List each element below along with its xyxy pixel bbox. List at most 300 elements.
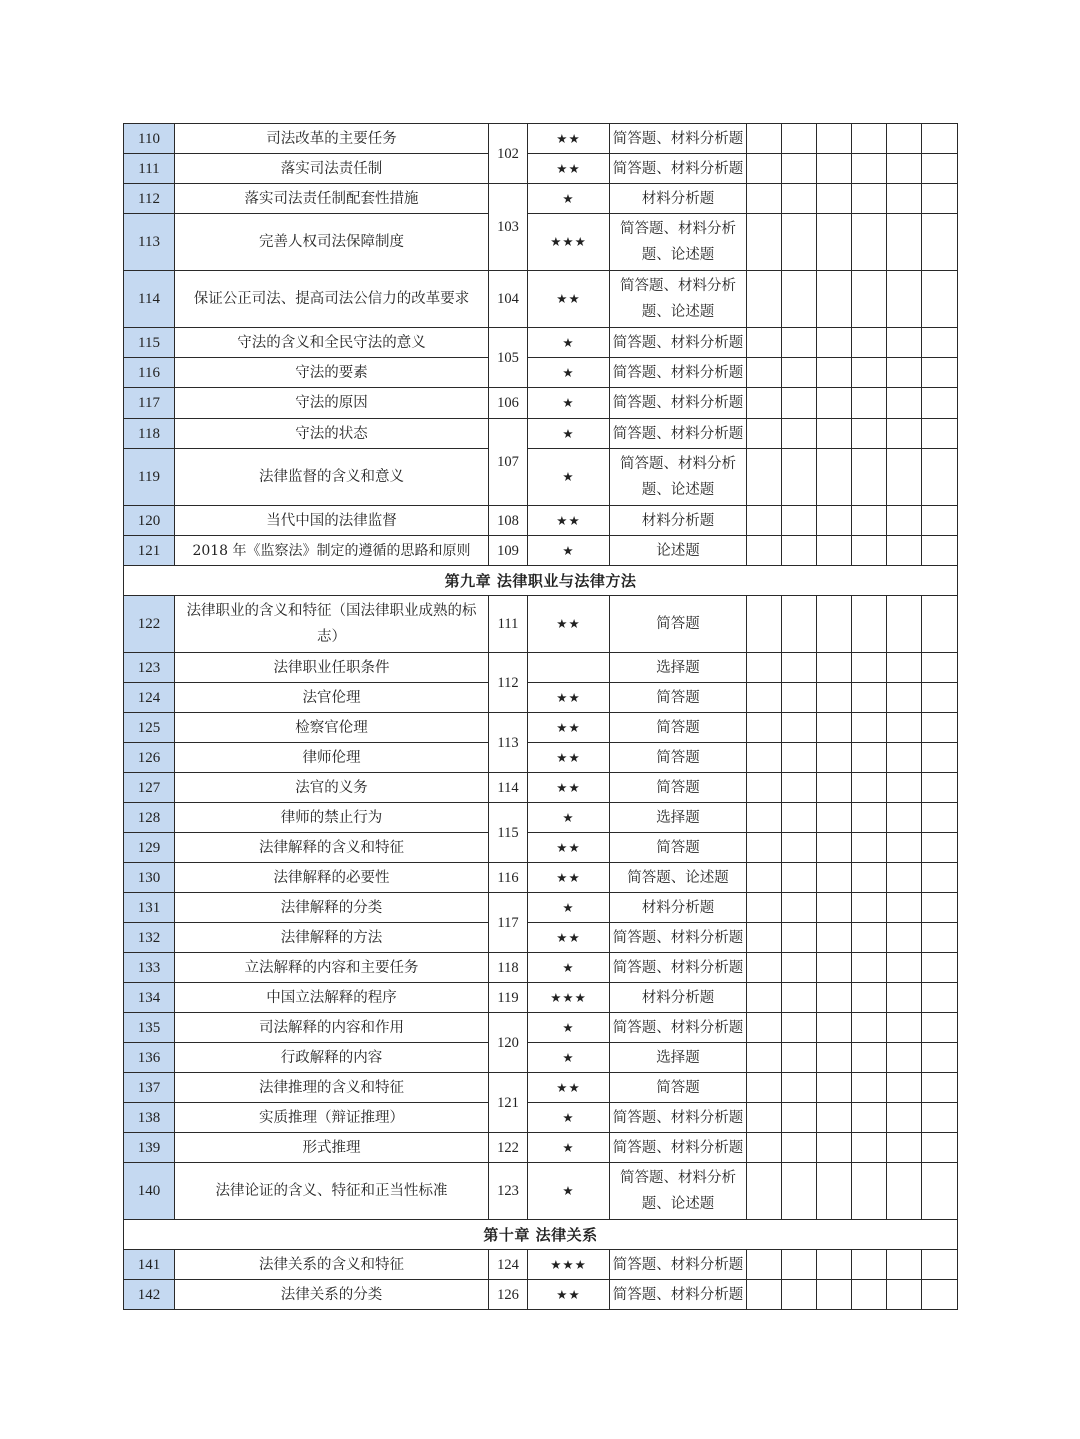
blank-cell	[922, 713, 958, 743]
question-type-cell: 选择题	[610, 653, 747, 683]
blank-cell	[817, 1163, 852, 1220]
page-cell: 113	[489, 713, 528, 773]
topic-cell: 实质推理（辩证推理）	[175, 1103, 489, 1133]
importance-stars: ★★	[528, 923, 610, 953]
topic-cell: 行政解释的内容	[175, 1043, 489, 1073]
blank-cell	[817, 683, 852, 713]
blank-cell	[887, 923, 922, 953]
table-row	[124, 388, 958, 419]
blank-cell	[887, 983, 922, 1013]
blank-cell	[817, 653, 852, 683]
blank-cell	[747, 388, 782, 419]
importance-stars	[528, 653, 610, 683]
chapter-heading-row	[124, 566, 958, 596]
blank-cell	[782, 214, 817, 271]
table-row	[124, 1043, 958, 1073]
question-type-cell: 简答题、材料分析题	[610, 953, 747, 983]
question-type-cell: 简答题、材料分析题、论述题	[610, 271, 747, 328]
topic-cell: 完善人权司法保障制度	[175, 214, 489, 271]
blank-cell	[852, 358, 887, 388]
page-cell: 117	[489, 893, 528, 953]
importance-stars: ★★	[528, 743, 610, 773]
question-type-cell: 简答题、材料分析题	[610, 328, 747, 358]
blank-cell	[782, 863, 817, 893]
blank-cell	[887, 1280, 922, 1310]
blank-cell	[852, 271, 887, 328]
blank-cell	[817, 506, 852, 536]
syllabus-table-container	[123, 123, 957, 1310]
importance-stars: ★	[528, 419, 610, 449]
blank-cell	[922, 1133, 958, 1163]
blank-cell	[747, 328, 782, 358]
page-cell: 106	[489, 388, 528, 419]
row-number: 126	[124, 743, 175, 773]
page-cell: 107	[489, 419, 528, 506]
blank-cell	[782, 683, 817, 713]
blank-cell	[817, 863, 852, 893]
question-type-cell: 简答题、材料分析题	[610, 1133, 747, 1163]
question-type-cell: 材料分析题	[610, 184, 747, 214]
topic-cell: 法律推理的含义和特征	[175, 1073, 489, 1103]
topic-cell: 法律关系的分类	[175, 1280, 489, 1310]
table-row	[124, 653, 958, 683]
topic-cell: 2018 年《监察法》制定的遵循的思路和原则	[175, 536, 489, 566]
blank-cell	[887, 1133, 922, 1163]
blank-cell	[887, 124, 922, 154]
blank-cell	[747, 419, 782, 449]
blank-cell	[747, 833, 782, 863]
table-row	[124, 863, 958, 893]
table-row	[124, 1013, 958, 1043]
blank-cell	[887, 1043, 922, 1073]
blank-cell	[922, 271, 958, 328]
importance-stars: ★★★	[528, 214, 610, 271]
blank-cell	[887, 184, 922, 214]
blank-cell	[922, 214, 958, 271]
chapter-heading: 第十章 法律关系	[124, 1220, 958, 1250]
blank-cell	[817, 419, 852, 449]
blank-cell	[747, 1013, 782, 1043]
row-number: 132	[124, 923, 175, 953]
blank-cell	[887, 449, 922, 506]
blank-cell	[782, 893, 817, 923]
table-row	[124, 1103, 958, 1133]
blank-cell	[922, 773, 958, 803]
blank-cell	[817, 214, 852, 271]
table-row	[124, 803, 958, 833]
blank-cell	[922, 388, 958, 419]
question-type-cell: 简答题、材料分析题	[610, 154, 747, 184]
row-number: 129	[124, 833, 175, 863]
blank-cell	[887, 653, 922, 683]
blank-cell	[887, 419, 922, 449]
question-type-cell: 简答题、材料分析题	[610, 1013, 747, 1043]
row-number: 142	[124, 1280, 175, 1310]
table-row	[124, 773, 958, 803]
question-type-cell: 材料分析题	[610, 893, 747, 923]
row-number: 128	[124, 803, 175, 833]
topic-cell: 律师的禁止行为	[175, 803, 489, 833]
table-row	[124, 596, 958, 653]
table-row	[124, 419, 958, 449]
blank-cell	[887, 214, 922, 271]
table-row	[124, 124, 958, 154]
blank-cell	[817, 713, 852, 743]
page-cell: 111	[489, 596, 528, 653]
question-type-cell: 材料分析题	[610, 506, 747, 536]
question-type-cell: 材料分析题	[610, 983, 747, 1013]
blank-cell	[747, 536, 782, 566]
blank-cell	[747, 214, 782, 271]
blank-cell	[782, 536, 817, 566]
blank-cell	[922, 596, 958, 653]
blank-cell	[852, 923, 887, 953]
blank-cell	[817, 743, 852, 773]
topic-cell: 司法解释的内容和作用	[175, 1013, 489, 1043]
blank-cell	[852, 449, 887, 506]
blank-cell	[887, 506, 922, 536]
row-number: 131	[124, 893, 175, 923]
table-row	[124, 214, 958, 271]
blank-cell	[747, 893, 782, 923]
question-type-cell: 简答题、材料分析题	[610, 124, 747, 154]
blank-cell	[782, 506, 817, 536]
importance-stars: ★★	[528, 713, 610, 743]
blank-cell	[782, 713, 817, 743]
importance-stars: ★	[528, 1133, 610, 1163]
blank-cell	[922, 506, 958, 536]
row-number: 133	[124, 953, 175, 983]
importance-stars: ★★	[528, 683, 610, 713]
importance-stars: ★	[528, 358, 610, 388]
blank-cell	[887, 953, 922, 983]
blank-cell	[922, 953, 958, 983]
blank-cell	[782, 743, 817, 773]
importance-stars: ★★	[528, 154, 610, 184]
row-number: 137	[124, 1073, 175, 1103]
blank-cell	[852, 388, 887, 419]
question-type-cell: 选择题	[610, 803, 747, 833]
importance-stars: ★	[528, 184, 610, 214]
table-row	[124, 953, 958, 983]
blank-cell	[922, 1073, 958, 1103]
blank-cell	[887, 388, 922, 419]
blank-cell	[782, 358, 817, 388]
blank-cell	[852, 124, 887, 154]
blank-cell	[747, 1280, 782, 1310]
question-type-cell: 简答题、材料分析题	[610, 1103, 747, 1133]
blank-cell	[922, 419, 958, 449]
table-row	[124, 1250, 958, 1280]
blank-cell	[922, 683, 958, 713]
topic-cell: 守法的原因	[175, 388, 489, 419]
blank-cell	[817, 953, 852, 983]
question-type-cell: 简答题	[610, 773, 747, 803]
blank-cell	[817, 154, 852, 184]
blank-cell	[852, 683, 887, 713]
table-row	[124, 983, 958, 1013]
blank-cell	[817, 358, 852, 388]
row-number: 130	[124, 863, 175, 893]
question-type-cell: 简答题、论述题	[610, 863, 747, 893]
blank-cell	[747, 713, 782, 743]
blank-cell	[887, 1163, 922, 1220]
topic-cell: 当代中国的法律监督	[175, 506, 489, 536]
topic-cell: 法律解释的含义和特征	[175, 833, 489, 863]
blank-cell	[922, 1280, 958, 1310]
topic-cell: 律师伦理	[175, 743, 489, 773]
blank-cell	[922, 863, 958, 893]
topic-cell: 立法解释的内容和主要任务	[175, 953, 489, 983]
table-row	[124, 358, 958, 388]
blank-cell	[747, 154, 782, 184]
question-type-cell: 简答题、材料分析题、论述题	[610, 1163, 747, 1220]
blank-cell	[782, 184, 817, 214]
page-cell: 108	[489, 506, 528, 536]
row-number: 139	[124, 1133, 175, 1163]
importance-stars: ★★	[528, 124, 610, 154]
table-row	[124, 1163, 958, 1220]
blank-cell	[782, 953, 817, 983]
blank-cell	[782, 1013, 817, 1043]
blank-cell	[887, 863, 922, 893]
topic-cell: 法律职业任职条件	[175, 653, 489, 683]
topic-cell: 落实司法责任制	[175, 154, 489, 184]
row-number: 138	[124, 1103, 175, 1133]
blank-cell	[782, 1133, 817, 1163]
blank-cell	[887, 773, 922, 803]
blank-cell	[852, 1250, 887, 1280]
blank-cell	[887, 713, 922, 743]
importance-stars: ★	[528, 803, 610, 833]
row-number: 125	[124, 713, 175, 743]
page-cell: 115	[489, 803, 528, 863]
row-number: 140	[124, 1163, 175, 1220]
blank-cell	[922, 328, 958, 358]
importance-stars: ★★	[528, 596, 610, 653]
topic-cell: 法律关系的含义和特征	[175, 1250, 489, 1280]
question-type-cell: 简答题、材料分析题	[610, 419, 747, 449]
blank-cell	[747, 803, 782, 833]
blank-cell	[922, 1163, 958, 1220]
table-row	[124, 449, 958, 506]
blank-cell	[852, 1163, 887, 1220]
blank-cell	[922, 893, 958, 923]
topic-cell: 守法的要素	[175, 358, 489, 388]
table-row	[124, 743, 958, 773]
blank-cell	[852, 983, 887, 1013]
blank-cell	[852, 803, 887, 833]
blank-cell	[747, 449, 782, 506]
table-row	[124, 271, 958, 328]
question-type-cell: 简答题	[610, 713, 747, 743]
question-type-cell: 简答题	[610, 833, 747, 863]
table-row	[124, 506, 958, 536]
blank-cell	[852, 1073, 887, 1103]
importance-stars: ★★	[528, 1280, 610, 1310]
importance-stars: ★★	[528, 833, 610, 863]
blank-cell	[852, 1043, 887, 1073]
importance-stars: ★	[528, 328, 610, 358]
blank-cell	[887, 803, 922, 833]
blank-cell	[782, 773, 817, 803]
table-row	[124, 184, 958, 214]
row-number: 134	[124, 983, 175, 1013]
blank-cell	[852, 1013, 887, 1043]
topic-cell: 法官伦理	[175, 683, 489, 713]
blank-cell	[817, 773, 852, 803]
blank-cell	[747, 506, 782, 536]
blank-cell	[887, 1103, 922, 1133]
topic-cell: 中国立法解释的程序	[175, 983, 489, 1013]
page-cell: 104	[489, 271, 528, 328]
question-type-cell: 简答题	[610, 1073, 747, 1103]
blank-cell	[747, 743, 782, 773]
blank-cell	[817, 1013, 852, 1043]
page-cell: 120	[489, 1013, 528, 1073]
table-row	[124, 713, 958, 743]
blank-cell	[817, 833, 852, 863]
row-number: 127	[124, 773, 175, 803]
row-number: 118	[124, 419, 175, 449]
question-type-cell: 简答题	[610, 743, 747, 773]
topic-cell: 形式推理	[175, 1133, 489, 1163]
blank-cell	[887, 683, 922, 713]
blank-cell	[817, 1133, 852, 1163]
row-number: 113	[124, 214, 175, 271]
blank-cell	[782, 833, 817, 863]
topic-cell: 守法的状态	[175, 419, 489, 449]
blank-cell	[887, 154, 922, 184]
blank-cell	[922, 358, 958, 388]
blank-cell	[852, 953, 887, 983]
topic-cell: 保证公正司法、提高司法公信力的改革要求	[175, 271, 489, 328]
blank-cell	[782, 124, 817, 154]
blank-cell	[782, 923, 817, 953]
page-cell: 126	[489, 1280, 528, 1310]
blank-cell	[852, 653, 887, 683]
row-number: 117	[124, 388, 175, 419]
question-type-cell: 选择题	[610, 1043, 747, 1073]
blank-cell	[817, 536, 852, 566]
question-type-cell: 简答题、材料分析题	[610, 358, 747, 388]
blank-cell	[782, 419, 817, 449]
topic-cell: 守法的含义和全民守法的意义	[175, 328, 489, 358]
blank-cell	[817, 271, 852, 328]
blank-cell	[852, 1133, 887, 1163]
question-type-cell: 简答题、材料分析题、论述题	[610, 449, 747, 506]
blank-cell	[922, 1043, 958, 1073]
blank-cell	[922, 154, 958, 184]
row-number: 116	[124, 358, 175, 388]
row-number: 124	[124, 683, 175, 713]
importance-stars: ★★	[528, 1073, 610, 1103]
blank-cell	[782, 328, 817, 358]
blank-cell	[852, 833, 887, 863]
blank-cell	[817, 1073, 852, 1103]
blank-cell	[747, 1043, 782, 1073]
blank-cell	[817, 1280, 852, 1310]
row-number: 136	[124, 1043, 175, 1073]
question-type-cell: 简答题、材料分析题	[610, 388, 747, 419]
blank-cell	[922, 923, 958, 953]
blank-cell	[852, 1280, 887, 1310]
blank-cell	[747, 653, 782, 683]
blank-cell	[747, 358, 782, 388]
row-number: 141	[124, 1250, 175, 1280]
blank-cell	[747, 953, 782, 983]
blank-cell	[887, 743, 922, 773]
topic-cell: 落实司法责任制配套性措施	[175, 184, 489, 214]
chapter-heading: 第九章 法律职业与法律方法	[124, 566, 958, 596]
blank-cell	[887, 271, 922, 328]
row-number: 112	[124, 184, 175, 214]
row-number: 123	[124, 653, 175, 683]
blank-cell	[922, 983, 958, 1013]
page-cell: 103	[489, 184, 528, 271]
blank-cell	[887, 358, 922, 388]
page-cell: 118	[489, 953, 528, 983]
blank-cell	[817, 388, 852, 419]
importance-stars: ★	[528, 388, 610, 419]
page-cell: 122	[489, 1133, 528, 1163]
topic-cell: 法律监督的含义和意义	[175, 449, 489, 506]
blank-cell	[817, 983, 852, 1013]
blank-cell	[747, 1163, 782, 1220]
blank-cell	[922, 124, 958, 154]
blank-cell	[747, 596, 782, 653]
blank-cell	[782, 154, 817, 184]
blank-cell	[887, 1250, 922, 1280]
blank-cell	[747, 1103, 782, 1133]
blank-cell	[887, 893, 922, 923]
table-row	[124, 923, 958, 953]
row-number: 135	[124, 1013, 175, 1043]
page-cell: 123	[489, 1163, 528, 1220]
blank-cell	[922, 653, 958, 683]
blank-cell	[747, 683, 782, 713]
blank-cell	[747, 863, 782, 893]
blank-cell	[852, 713, 887, 743]
table-row	[124, 536, 958, 566]
blank-cell	[817, 923, 852, 953]
blank-cell	[747, 124, 782, 154]
table-row	[124, 1280, 958, 1310]
table-row	[124, 328, 958, 358]
blank-cell	[782, 388, 817, 419]
question-type-cell: 简答题、材料分析题	[610, 1280, 747, 1310]
topic-cell: 法律职业的含义和特征（国法律职业成熟的标志）	[175, 596, 489, 653]
blank-cell	[782, 803, 817, 833]
blank-cell	[922, 1250, 958, 1280]
topic-cell: 法官的义务	[175, 773, 489, 803]
question-type-cell: 论述题	[610, 536, 747, 566]
blank-cell	[747, 983, 782, 1013]
blank-cell	[922, 803, 958, 833]
blank-cell	[782, 1073, 817, 1103]
importance-stars: ★★	[528, 271, 610, 328]
blank-cell	[922, 1103, 958, 1133]
importance-stars: ★	[528, 1163, 610, 1220]
blank-cell	[782, 271, 817, 328]
blank-cell	[817, 184, 852, 214]
question-type-cell: 简答题、材料分析题、论述题	[610, 214, 747, 271]
importance-stars: ★★★	[528, 1250, 610, 1280]
page-cell: 102	[489, 124, 528, 184]
blank-cell	[747, 184, 782, 214]
importance-stars: ★★★	[528, 983, 610, 1013]
importance-stars: ★	[528, 893, 610, 923]
